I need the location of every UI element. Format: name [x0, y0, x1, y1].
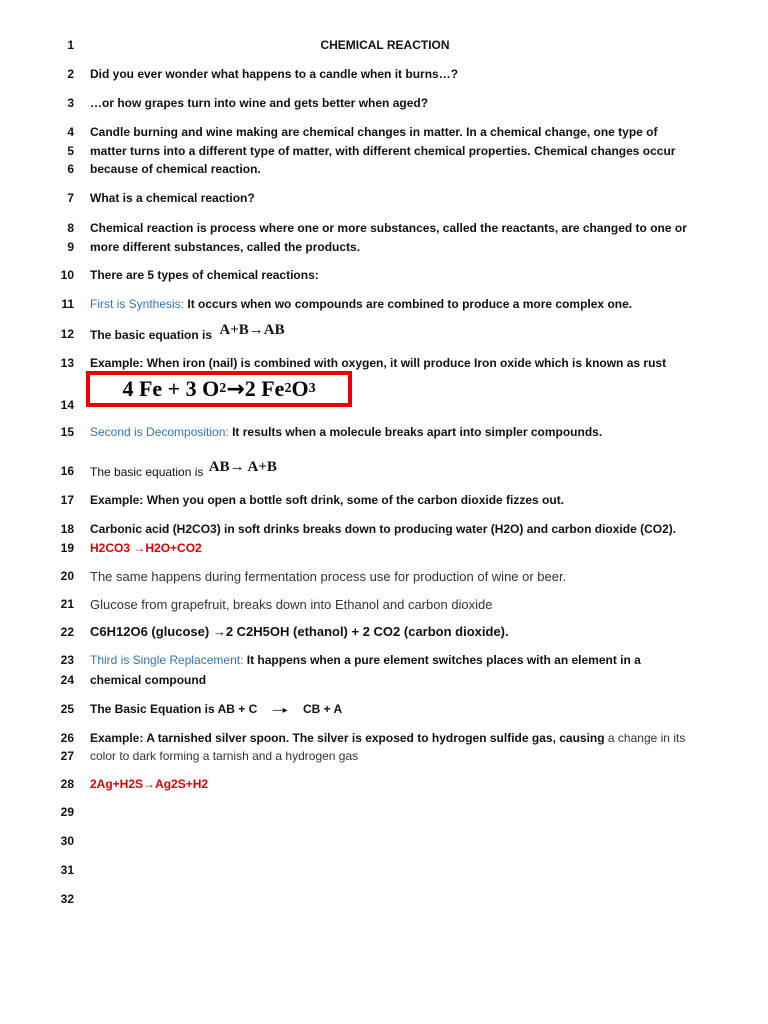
replacement-equation: 2Ag+H2S→Ag2S+H2 [90, 777, 209, 791]
line-number: 27 [60, 749, 74, 763]
single-replacement-line [90, 653, 720, 667]
line-number: 6 [67, 162, 74, 176]
glucose-equation: C6H12O6 (glucose) →2 C2H5OH (ethanol) + 2 CO2 (carbon dioxide). [90, 624, 509, 639]
line-number: 28 [60, 777, 74, 791]
line-number: 10 [60, 268, 74, 282]
line-number: 26 [60, 731, 74, 745]
line-number: 12 [60, 327, 74, 341]
arrow-icon: —▸ [272, 705, 288, 716]
example-text: Example: A tarnished silver spoon. The silver is exposed to hydrogen sulfide gas, causing [90, 731, 605, 745]
equation-intro: The Basic Equation is AB + C [90, 702, 258, 716]
text-line: more different substances, called the products. [90, 240, 361, 254]
line-number: 7 [67, 191, 74, 205]
line-number: 5 [67, 144, 74, 158]
eq-arrow: → [226, 376, 245, 402]
section-label: First is Synthesis: [90, 297, 185, 311]
text-line: The same happens during fermentation process use for production of wine or beer. [90, 569, 567, 584]
section-text: It occurs when wo compounds are combined to produce a more complex one. [184, 297, 633, 311]
eq-sub: 3 [308, 381, 316, 396]
basic-equation: AB→ A+B [208, 459, 277, 475]
text-line: Candle burning and wine making are chemical changes in matter. In a chemical change, one type of [90, 125, 658, 139]
text-line: because of chemical reaction. [90, 162, 261, 176]
line-number: 8 [67, 221, 74, 235]
basic-equation: A+B→AB [219, 322, 285, 338]
equation-intro: The basic equation is [90, 328, 213, 342]
text-line [90, 731, 720, 745]
text-line: Example: When you open a bottle soft drink, some of the carbon dioxide fizzes out. [90, 493, 565, 507]
example-text-regular: a change in its [604, 731, 686, 745]
line-number: 25 [60, 702, 74, 716]
line-number: 16 [60, 464, 74, 478]
text-line: …or how grapes turn into wine and gets better when aged? [90, 96, 429, 110]
line-number: 18 [60, 522, 74, 536]
line-number: 23 [60, 653, 74, 667]
eq-part: 2 Fe [244, 376, 285, 401]
equation-line [90, 322, 720, 344]
eq-part: O [291, 376, 309, 401]
section-label: Second is Decomposition: [90, 425, 229, 439]
line-number: 29 [60, 805, 74, 819]
rust-equation-box [86, 371, 352, 407]
text-line: Did you ever wonder what happens to a candle when it burns…? [90, 67, 459, 81]
line-number: 31 [60, 863, 74, 877]
text-line: What is a chemical reaction? [90, 191, 255, 205]
line-number: 22 [60, 625, 74, 639]
line-number: 1 [67, 38, 74, 52]
section-text: It happens when a pure element switches places with an element in a [243, 653, 641, 667]
synthesis-line [90, 297, 720, 311]
text-line: matter turns into a different type of matter, with different chemical properties. Chemical changes occur [90, 144, 676, 158]
equation-line [90, 459, 720, 481]
line-number: 9 [67, 240, 74, 254]
line-number: 17 [60, 493, 74, 507]
equation-intro: The basic equation is [90, 465, 204, 479]
line-number: 13 [60, 356, 74, 370]
decomposition-equation: H2CO3 →H2O+CO2 [90, 541, 202, 555]
line-number: 3 [67, 96, 74, 110]
document-title: CHEMICAL REACTION [320, 38, 450, 52]
text-line: Example: When iron (nail) is combined with oxygen, it will produce Iron oxide which is known as rust [90, 356, 667, 370]
text-line: color to dark forming a tarnish and a hydrogen gas [90, 749, 359, 763]
line-number: 15 [60, 425, 74, 439]
equation-product: CB + A [302, 702, 343, 716]
line-number: 32 [60, 892, 74, 906]
text-line: Chemical reaction is process where one or more substances, called the reactants, are changed to one or [90, 221, 687, 235]
line-number: 21 [60, 597, 74, 611]
line-number: 11 [61, 297, 74, 311]
text-line: Carbonic acid (H2CO3) in soft drinks breaks down to producing water (H2O) and carbon dioxide (CO2). [90, 522, 677, 536]
line-number: 14 [60, 398, 74, 412]
line-number: 2 [67, 67, 74, 81]
section-text: It results when a molecule breaks apart into simpler compounds. [228, 425, 603, 439]
line-number: 4 [67, 125, 74, 139]
decomposition-line [90, 425, 720, 439]
equation-line [90, 702, 720, 716]
line-number: 20 [60, 569, 74, 583]
text-line: There are 5 types of chemical reactions: [90, 268, 319, 282]
eq-part: 4 Fe + 3 O [122, 376, 220, 401]
line-number: 24 [60, 673, 74, 687]
eq-sub: 2 [219, 381, 227, 396]
eq-sub: 2 [284, 381, 292, 396]
text-line: Glucose from grapefruit, breaks down into Ethanol and carbon dioxide [90, 597, 493, 612]
line-number: 19 [60, 541, 74, 555]
section-label: Third is Single Replacement: [90, 653, 244, 667]
text-line: chemical compound [90, 673, 207, 687]
line-number: 30 [60, 834, 74, 848]
